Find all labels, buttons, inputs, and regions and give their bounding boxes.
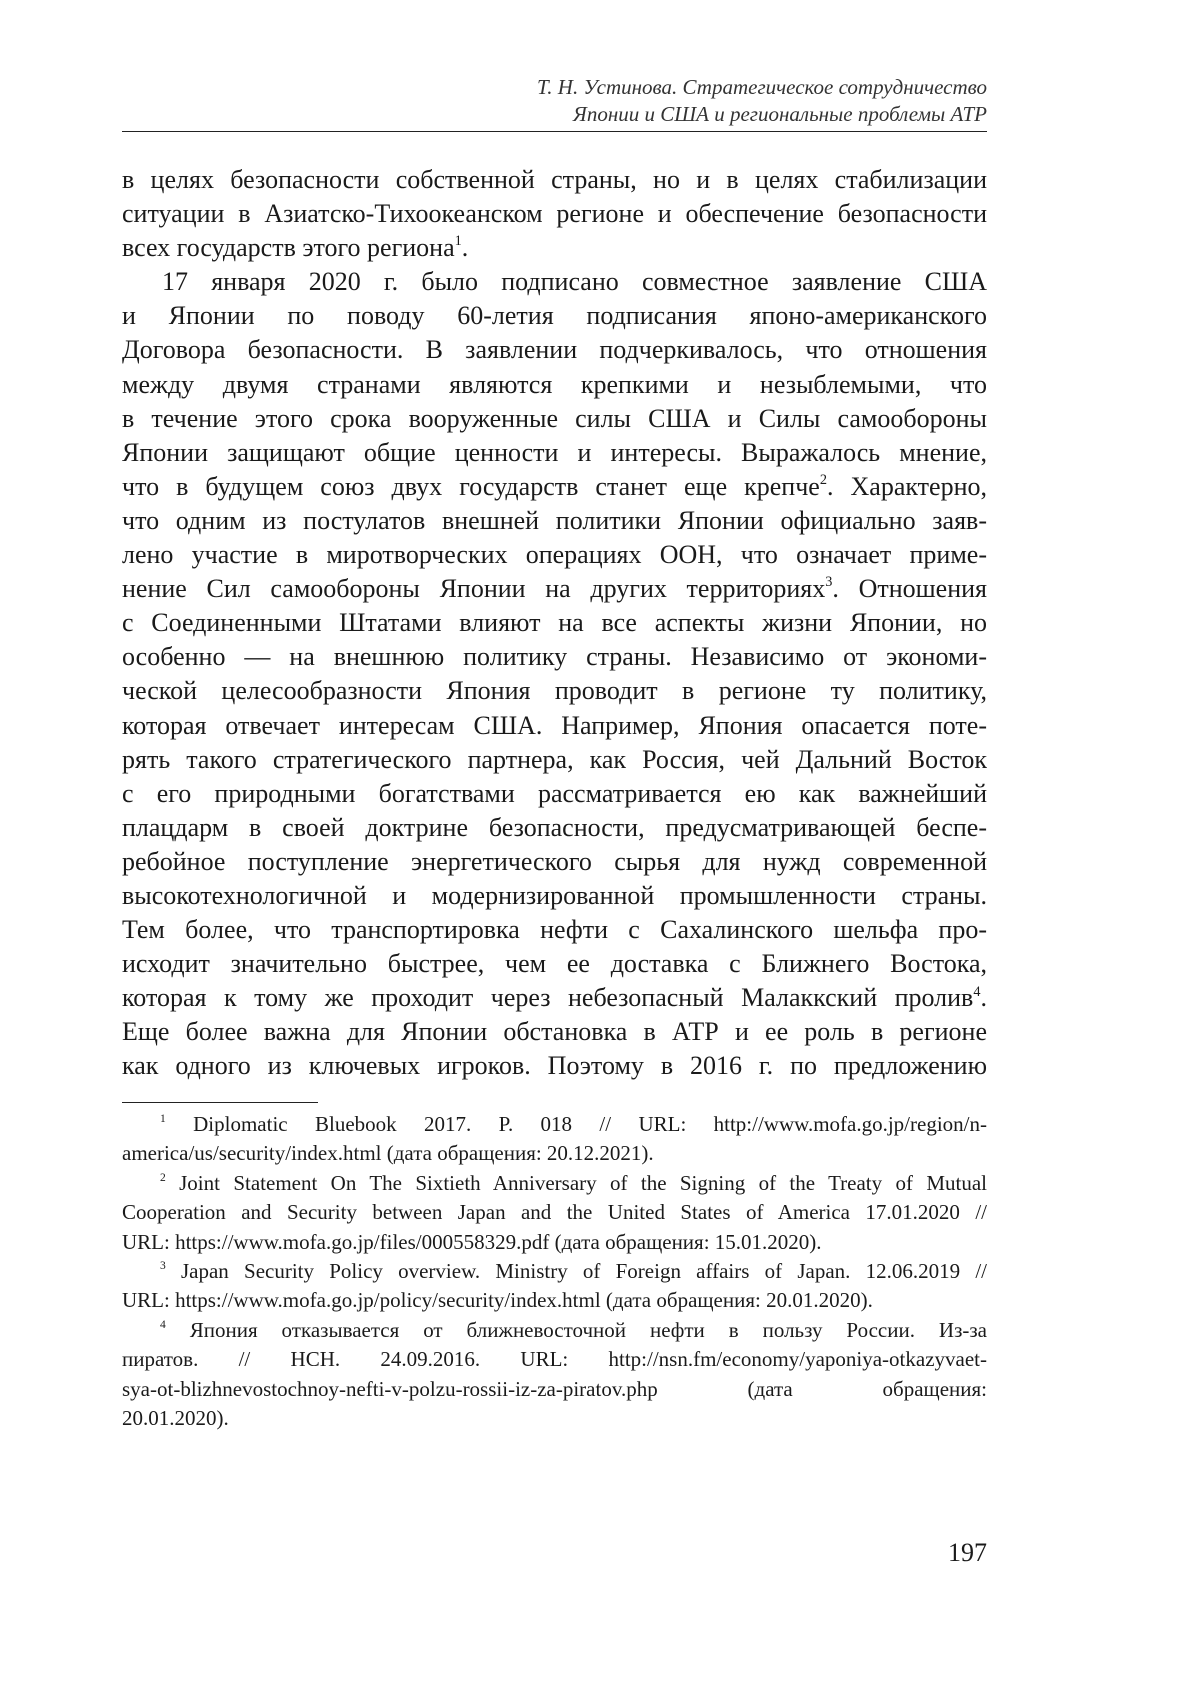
line-text-tail: . Отношения <box>832 574 987 603</box>
line-text: в течение этого срока вооруженные силы США и Силы самообороны <box>122 404 987 433</box>
line-text: Договора безопасности. В заявлении подчеркивалось, что отношения <box>122 335 987 364</box>
footnote-number: 4 <box>160 1319 166 1331</box>
footnote-divider <box>122 1102 318 1103</box>
running-header-line-2: Японии и США и региональные проблемы АТР <box>122 101 987 128</box>
line-text: всех государств этого региона <box>122 233 455 262</box>
footnote-number: 3 <box>160 1260 166 1272</box>
footnote-line <box>122 1198 987 1227</box>
footnote-ref: 4 <box>973 984 980 1000</box>
text-line <box>122 572 987 606</box>
text-line <box>122 777 987 811</box>
line-text: и Японии по поводу 60-летия подписания японо-американского <box>122 301 987 330</box>
footnote-line <box>122 1316 987 1345</box>
text-line <box>122 845 987 879</box>
page-number: 197 <box>948 1538 987 1568</box>
line-text: с его природными богатствами рассматривается ею как важнейший <box>122 779 987 808</box>
footnote-line <box>122 1375 987 1404</box>
running-header <box>122 74 987 128</box>
text-line <box>122 1015 987 1049</box>
footnotes <box>122 1110 987 1433</box>
line-text: URL: https://www.mofa.go.jp/policy/security/index.html (дата обращения: 20.01.2020). <box>122 1288 873 1312</box>
footnote-line <box>122 1404 987 1433</box>
text-line <box>122 879 987 913</box>
text-line <box>122 197 987 231</box>
line-text: что одним из постулатов внешней политики Японии официально заяв- <box>122 506 987 535</box>
footnote-ref: 2 <box>820 472 827 488</box>
line-text: которая к тому же проходит через небезопасный Малаккский пролив <box>122 983 973 1012</box>
line-text: sya-ot-blizhnevostochnoy-nefti-v-polzu-rossii-iz-za-piratov.php (дата обращения: <box>122 1377 987 1401</box>
text-line <box>122 470 987 504</box>
footnote-line <box>122 1345 987 1374</box>
line-text: URL: https://www.mofa.go.jp/files/000558329.pdf (дата обращения: 15.01.2020). <box>122 1230 822 1254</box>
text-line <box>122 265 987 299</box>
line-text-tail: . <box>462 233 469 262</box>
footnote-line <box>122 1110 987 1139</box>
line-text: высокотехнологичной и модернизированной промышленности страны. <box>122 881 987 910</box>
text-line <box>122 811 987 845</box>
line-text: которая отвечает интересам США. Например, Япония опасается поте- <box>122 711 987 740</box>
line-text-tail: . Характерно, <box>827 472 987 501</box>
text-line <box>122 504 987 538</box>
line-text: ситуации в Азиатско-Тихоокеанском регионе и обеспечение безопасности <box>122 199 987 228</box>
line-text: Тем более, что транспортировка нефти с Сахалинского шельфа про- <box>122 915 987 944</box>
footnote-number: 1 <box>160 1113 166 1125</box>
footnote-line <box>122 1139 987 1168</box>
text-line <box>122 640 987 674</box>
line-text: america/us/security/index.html (дата обращения: 20.12.2021). <box>122 1141 654 1165</box>
running-header-line-1: Т. Н. Устинова. Стратегическое сотрудничество <box>122 74 987 101</box>
line-text: 17 января 2020 г. было подписано совместное заявление США <box>162 267 987 296</box>
line-text: с Соединенными Штатами влияют на все аспекты жизни Японии, но <box>122 608 987 637</box>
line-text: плацдарм в своей доктрине безопасности, предусматривающей беспе- <box>122 813 987 842</box>
line-text: Diplomatic Bluebook 2017. P. 018 // URL: http://www.mofa.go.jp/region/n- <box>166 1112 987 1136</box>
footnote-line <box>122 1169 987 1198</box>
text-line <box>122 606 987 640</box>
line-text: лено участие в миротворческих операциях ООН, что означает приме- <box>122 540 987 569</box>
line-text: Cooperation and Security between Japan and the United States of America 17.01.2020 // <box>122 1200 987 1224</box>
line-text: что в будущем союз двух государств станет еще крепче <box>122 472 820 501</box>
footnote-ref: 3 <box>825 574 832 590</box>
text-line <box>122 743 987 777</box>
line-text: исходит значительно быстрее, чем ее доставка с Ближнего Востока, <box>122 949 987 978</box>
line-text: Еще более важна для Японии обстановка в АТР и ее роль в регионе <box>122 1017 987 1046</box>
line-text: ческой целесообразности Япония проводит в регионе ту политику, <box>122 676 987 705</box>
header-divider <box>122 131 987 132</box>
footnote-line <box>122 1286 987 1315</box>
footnote-line <box>122 1228 987 1257</box>
text-line <box>122 231 987 265</box>
text-line <box>122 913 987 947</box>
line-text: пиратов. // НСН. 24.09.2016. URL: http://nsn.fm/economy/yaponiya-otkazyvaet- <box>122 1347 987 1371</box>
text-line <box>122 163 987 197</box>
footnote-ref: 1 <box>455 233 462 249</box>
line-text-tail: . <box>981 983 988 1012</box>
footnote-line <box>122 1257 987 1286</box>
line-text: Японии защищают общие ценности и интересы. Выражалось мнение, <box>122 438 987 467</box>
text-line <box>122 436 987 470</box>
footnote-number: 2 <box>160 1172 166 1184</box>
text-line <box>122 947 987 981</box>
line-text: особенно — на внешнюю политику страны. Независимо от экономи- <box>122 642 987 671</box>
line-text: рять такого стратегического партнера, как Россия, чей Дальний Восток <box>122 745 987 774</box>
line-text: ребойное поступление энергетического сырья для нужд современной <box>122 847 987 876</box>
text-line <box>122 709 987 743</box>
line-text: 20.01.2020). <box>122 1406 229 1430</box>
line-text: между двумя странами являются крепкими и незыблемыми, что <box>122 370 987 399</box>
text-line <box>122 981 987 1015</box>
text-line <box>122 674 987 708</box>
line-text: как одного из ключевых игроков. Поэтому в 2016 г. по предложению <box>122 1051 987 1080</box>
body-text <box>122 163 987 1084</box>
text-line <box>122 368 987 402</box>
line-text: в целях безопасности собственной страны, но и в целях стабилизации <box>122 165 987 194</box>
text-line <box>122 333 987 367</box>
line-text: Joint Statement On The Sixtieth Anniversary of the Signing of the Treaty of Mutual <box>166 1171 987 1195</box>
line-text: нение Сил самообороны Японии на других территориях <box>122 574 825 603</box>
text-line <box>122 299 987 333</box>
text-line <box>122 538 987 572</box>
text-line <box>122 1049 987 1083</box>
line-text: Япония отказывается от ближневосточной нефти в пользу России. Из-за <box>166 1318 987 1342</box>
line-text: Japan Security Policy overview. Ministry of Foreign affairs of Japan. 12.06.2019 // <box>166 1259 987 1283</box>
text-line <box>122 402 987 436</box>
